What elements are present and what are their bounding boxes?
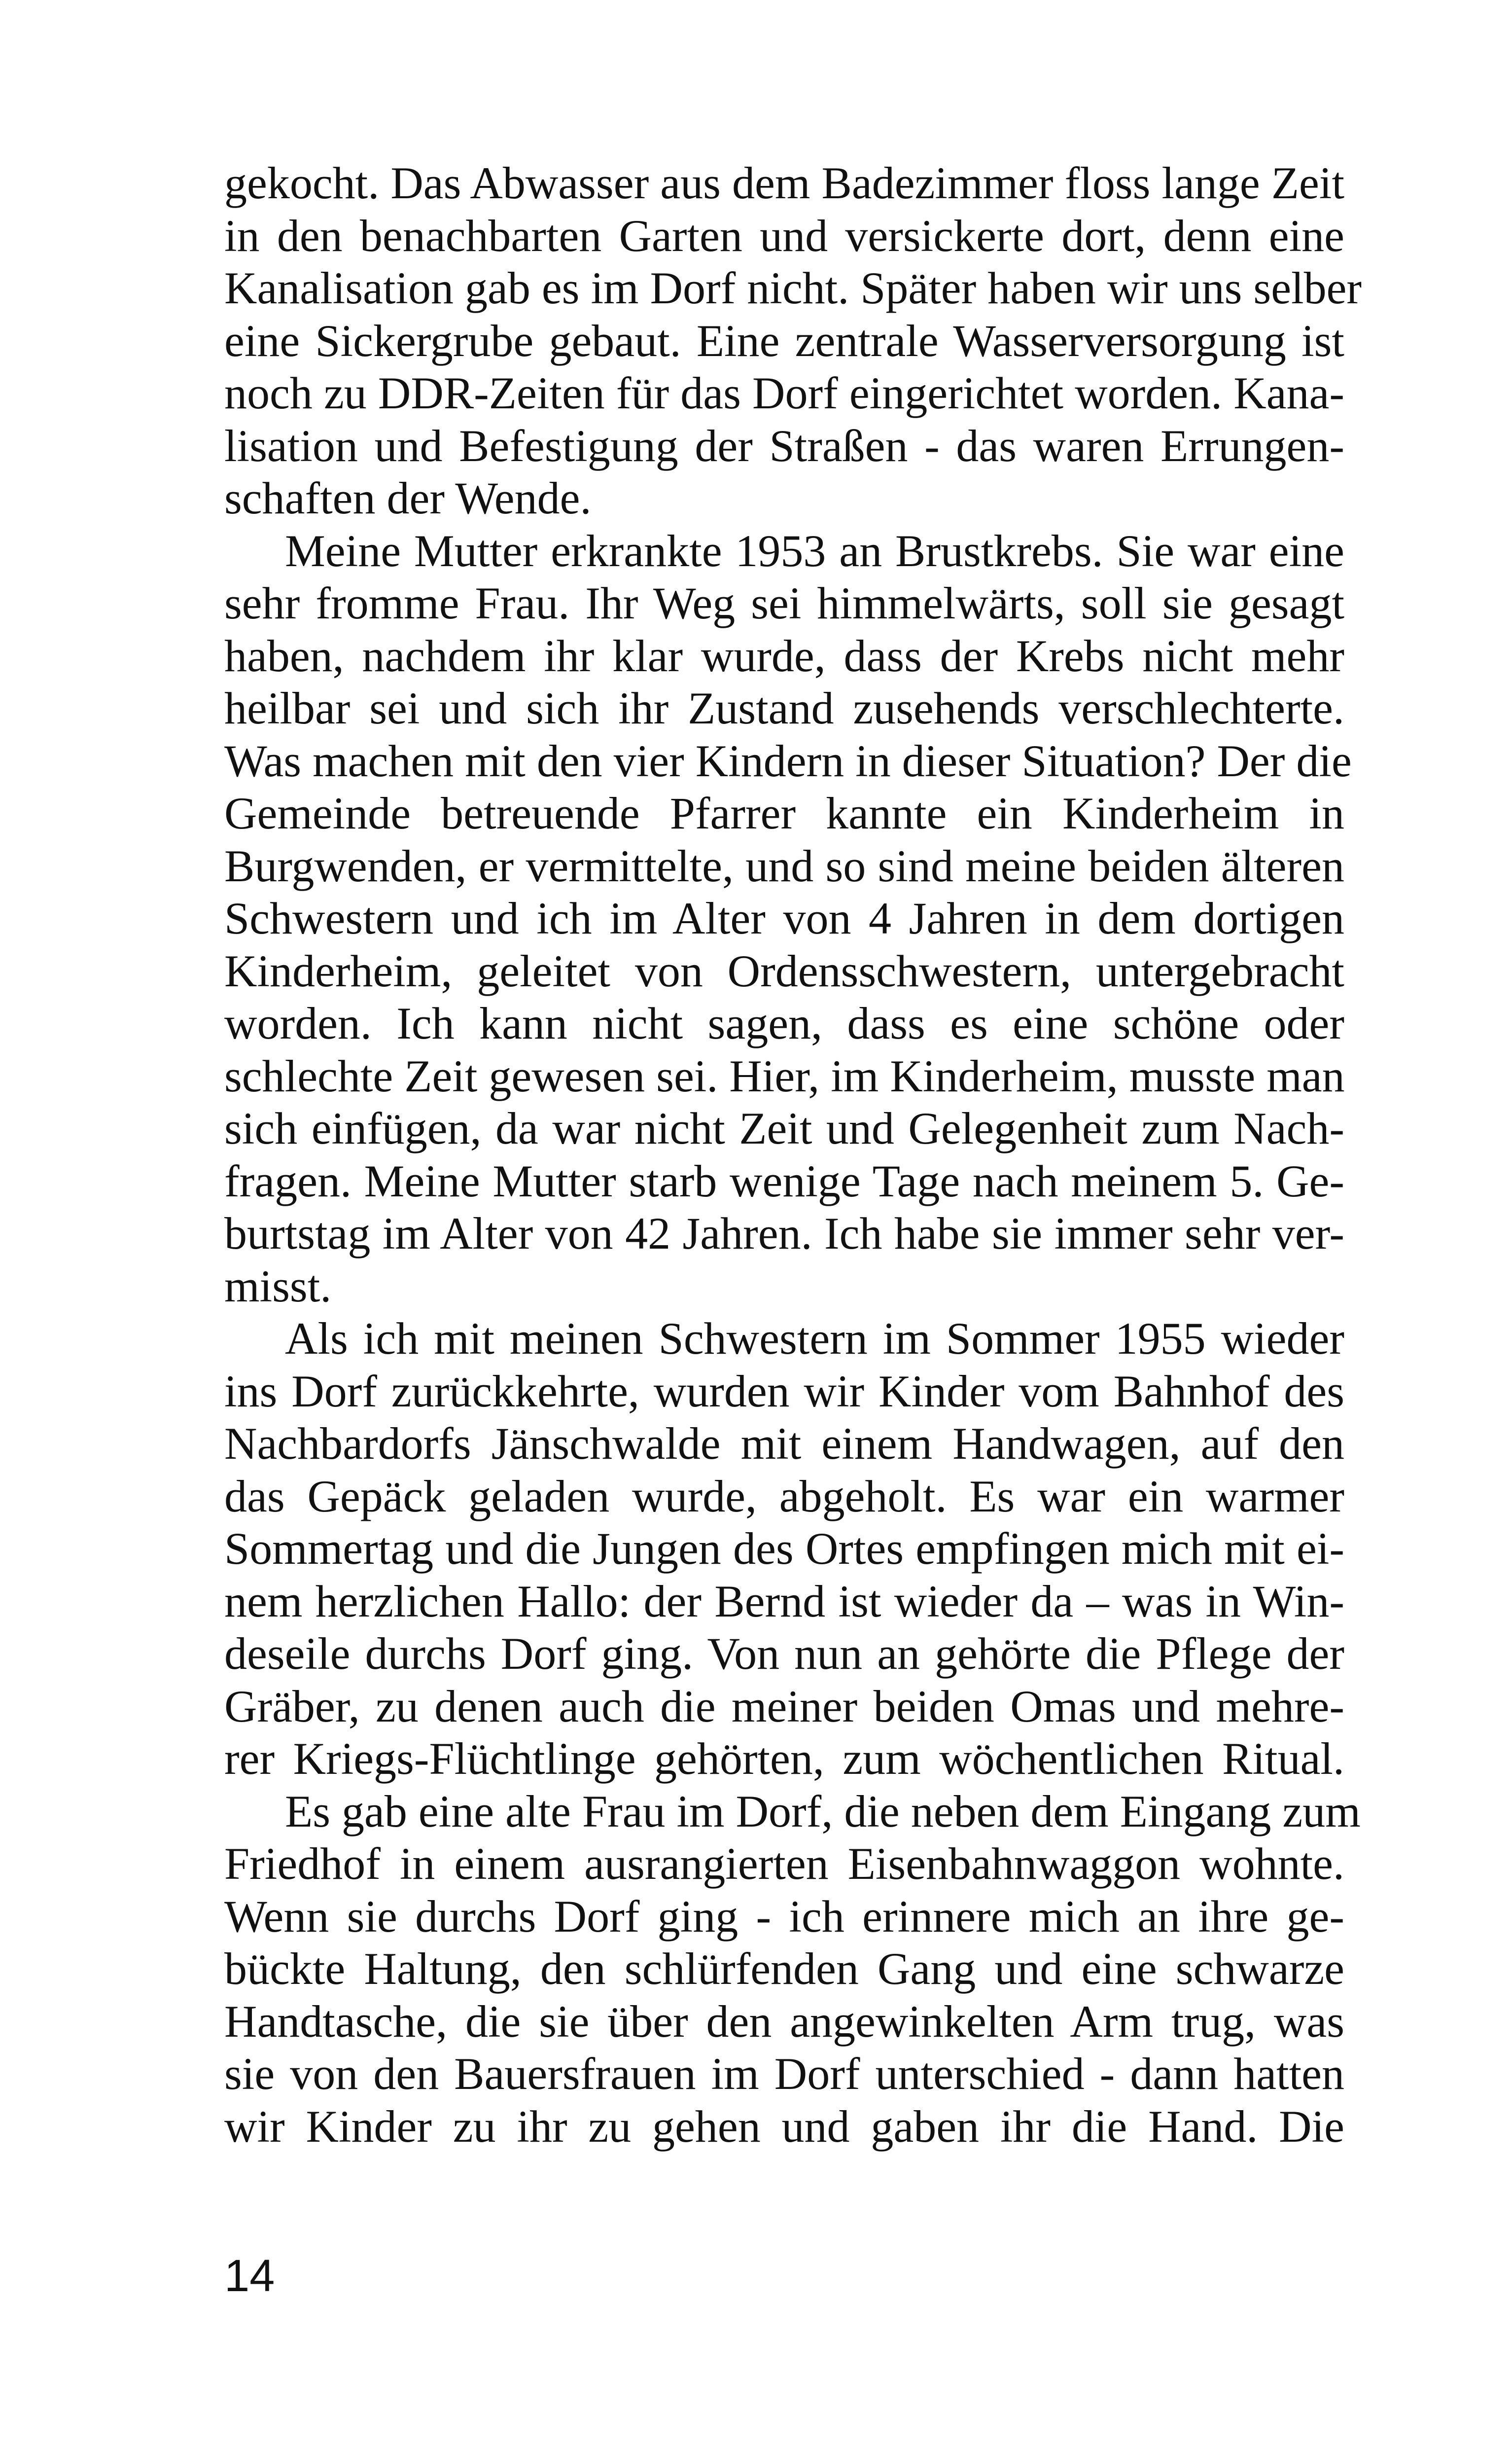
text-line: Kanalisation gab es im Dorf nicht. Später haben wir uns selber	[224, 263, 1362, 313]
text-line: Gräber, zu denen auch die meiner beiden Omas und mehre-	[224, 1681, 1344, 1731]
text-line: Meine Mutter erkrankte 1953 an Brustkrebs. Sie war eine	[285, 525, 1344, 576]
text-line: Burgwenden, er vermittelte, und so sind meine beiden älteren	[224, 840, 1344, 891]
text-line: sich einfügen, da war nicht Zeit und Gelegenheit zum Nach-	[224, 1103, 1344, 1153]
page-number: 14	[224, 2251, 275, 2301]
text-line: noch zu DDR-Zeiten für das Dorf eingerichtet worden. Kana-	[224, 368, 1344, 418]
text-line: worden. Ich kann nicht sagen, dass es eine schöne oder	[224, 998, 1344, 1048]
text-line: wir Kinder zu ihr zu gehen und gaben ihr die Hand. Die	[224, 2101, 1344, 2152]
text-line: Schwestern und ich im Alter von 4 Jahren in dem dortigen	[224, 893, 1344, 943]
text-line: haben, nachdem ihr klar wurde, dass der Krebs nicht mehr	[224, 630, 1344, 681]
text-line: Friedhof in einem ausrangierten Eisenbahnwaggon wohnte.	[224, 1838, 1344, 1889]
paragraph-4	[224, 1785, 1361, 2153]
text-line: in den benachbarten Garten und versickerte dort, denn eine	[224, 210, 1344, 261]
text-line: burtstag im Alter von 42 Jahren. Ich habe sie immer sehr ver-	[224, 1208, 1344, 1258]
paragraph-3	[224, 1312, 1344, 1785]
text-line: Als ich mit meinen Schwestern im Sommer 1955 wieder	[285, 1313, 1344, 1364]
text-line: Wenn sie durchs Dorf ging - ich erinnere mich an ihre ge-	[224, 1891, 1344, 1942]
text-line: Es gab eine alte Frau im Dorf, die neben dem Eingang zum	[285, 1786, 1361, 1836]
paragraph-2	[224, 525, 1352, 1313]
text-line: schlechte Zeit gewesen sei. Hier, im Kinderheim, musste man	[224, 1050, 1345, 1101]
paragraph-1	[224, 157, 1362, 525]
text-line: gekocht. Das Abwasser aus dem Badezimmer floss lange Zeit	[224, 158, 1344, 208]
text-line: Sommertag und die Jungen des Ortes empfingen mich mit ei-	[224, 1523, 1344, 1574]
text-line: schaften der Wende.	[224, 473, 592, 523]
body-text	[224, 157, 1362, 2153]
text-line: Nachbardorfs Jänschwalde mit einem Handwagen, auf den	[224, 1418, 1344, 1469]
text-line: fragen. Meine Mutter starb wenige Tage nach meinem 5. Ge-	[224, 1155, 1344, 1206]
text-line: Was machen mit den vier Kindern in dieser Situation? Der die	[224, 735, 1352, 786]
text-line: deseile durchs Dorf ging. Von nun an gehörte die Pflege der	[224, 1628, 1344, 1679]
text-line: rer Kriegs-Flüchtlinge gehörten, zum wöchentlichen Ritual.	[224, 1733, 1344, 1784]
text-line: heilbar sei und sich ihr Zustand zusehends verschlechterte.	[224, 683, 1344, 733]
text-line: eine Sickergrube gebaut. Eine zentrale Wasserversorgung ist	[224, 315, 1344, 366]
text-line: Kinderheim, geleitet von Ordensschwestern, untergebracht	[224, 945, 1344, 996]
text-line: nem herzlichen Hallo: der Bernd ist wieder da – was in Win-	[224, 1576, 1344, 1626]
text-line: lisation und Befestigung der Straßen - das waren Errungen-	[224, 420, 1344, 471]
text-line: bückte Haltung, den schlürfenden Gang und eine schwarze	[224, 1943, 1344, 1994]
text-line: Gemeinde betreuende Pfarrer kannte ein Kinderheim in	[224, 788, 1344, 838]
text-line: misst.	[224, 1260, 332, 1311]
text-line: sehr fromme Frau. Ihr Weg sei himmelwärts, soll sie gesagt	[224, 578, 1344, 628]
text-line: ins Dorf zurückkehrte, wurden wir Kinder vom Bahnhof des	[224, 1366, 1344, 1416]
text-line: das Gepäck geladen wurde, abgeholt. Es war ein warmer	[224, 1471, 1344, 1521]
text-line: Handtasche, die sie über den angewinkelten Arm trug, was	[224, 1996, 1344, 2047]
text-line: sie von den Bauersfrauen im Dorf unterschied - dann hatten	[224, 2049, 1344, 2099]
